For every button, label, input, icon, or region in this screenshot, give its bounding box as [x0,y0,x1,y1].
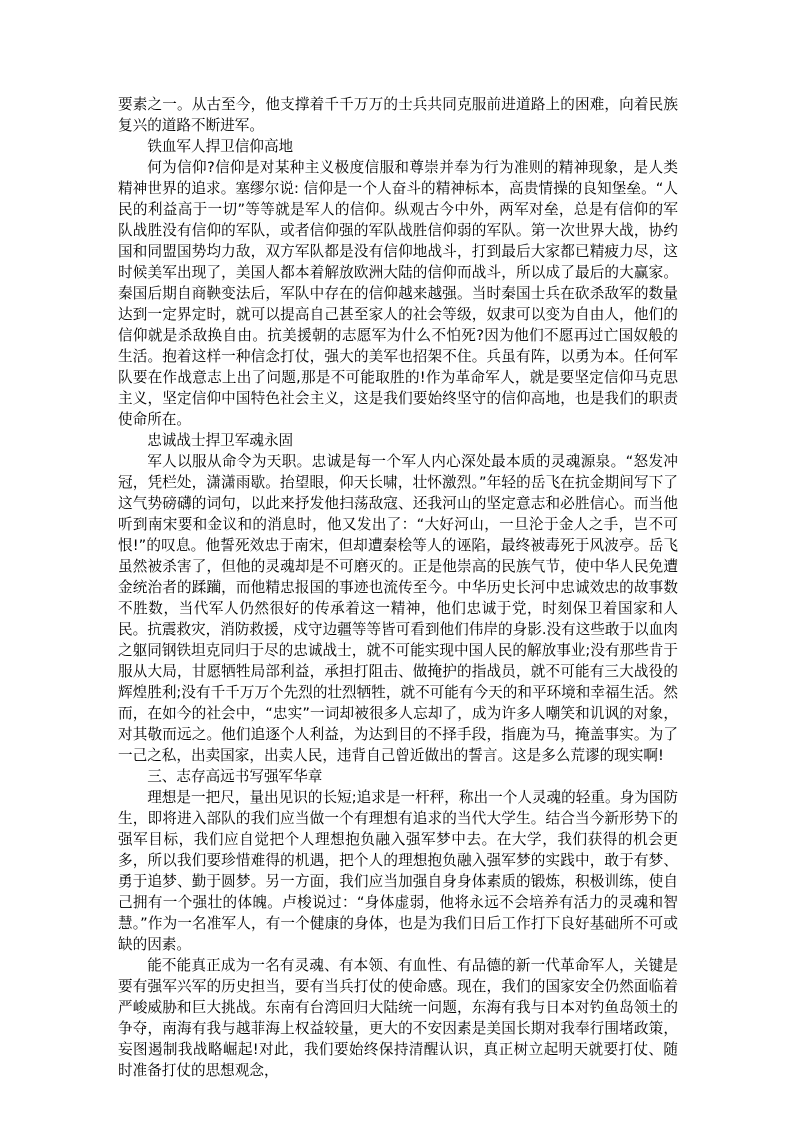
paragraph-ambition: 理想是一把尺，量出见识的长短;追求是一杆秤，称出一个人灵魂的轻重。身为国防生，即将进入部队的我们应当做一个有理想有追求的当代大学生。结合当今新形势下的强军目标，我们应自觉把个人理想抱负融入强军梦中去。在大学，我们获得的机会更多，所以我们要珍惜难得的机遇，把个人的理想抱负融入强军梦的实践中，敢于有梦、勇于追梦、勤于圆梦。另一方面，我们应当加强自身身体素质的锻炼，积极训练，使自己拥有一个强壮的体魄。卢梭说过：“身体虚弱，他将永远不会培养有活力的灵魂和智慧。”作为一名准军人，有一个健康的身体，也是为我们日后工作打下良好基础所不可或缺的因素。 [118,789,678,953]
document-page [118,94,678,1081]
section-heading-loyalty: 忠诚战士捍卫军魂永固 [147,432,294,449]
section-heading-faith: 铁血军人捍卫信仰高地 [147,138,294,155]
paragraph-continuation: 要素之一。从古至今，他支撑着千千万万的士兵共同克服前进道路上的困难，向着民族复兴的道路不断进军。 [118,96,678,134]
paragraph-loyalty: 军人以服从命令为天职。忠诚是每一个军人内心深处最本质的灵魂源泉。“怒发冲冠，凭栏处，潇潇雨歇。抬望眼，仰天长啸，壮怀激烈。”年轻的岳飞在抗金期间写下了这气势磅礴的词句，以此来抒发他扫荡敌寇、还我河山的坚定意志和必胜信心。而当他听到南宋要和金议和的消息时，他又发出了：“大好河山，一旦沦于金人之手，岂不可恨!”的叹息。他誓死效忠于南宋，但却遭秦桧等人的诬陷，最终被毒死于风波亭。岳飞虽然被杀害了，但他的灵魂却是不可磨灭的。正是他崇高的民族气节，使中华人民免遭金统治者的蹂躏，而他精忠报国的事迹也流传至今。中华历史长河中忠诚效忠的故事数不胜数，当代军人仍然很好的传承着这一精神，他们忠诚于党，时刻保卫着国家和人民。抗震救灾，消防救援，戍守边疆等等皆可看到他们伟岸的身影.没有这些敢于以血肉之躯同钢铁坦克同归于尽的忠诚战士，就不可能实现中国人民的解放事业;没有那些肯于服从大局，甘愿牺牲局部利益，承担打阻击、做掩护的指战员，就不可能有三大战役的辉煌胜利;没有千千万万个先烈的壮烈牺牲，就不可能有今天的和平环境和幸福生活。然而，在如今的社会中，“忠实”一词却被很多人忘却了，成为许多人嘲笑和讥讽的对象，对其敬而远之。他们追逐个人利益，为达到目的不择手段，指鹿为马，掩盖事实。为了一己之私，出卖国家，出卖人民，违背自己曾近做出的誓言。这是多么荒谬的现实啊! [118,453,678,764]
paragraph-mission: 能不能真正成为一名有灵魂、有本领、有血性、有品德的新一代革命军人，关键是要有强军兴军的历史担当，要有当兵打仗的使命感。现在，我们的国家安全仍然面临着严峻威胁和巨大挑战。东南有台湾回归大陆统一问题，东海有我与日本对钓鱼岛领土的争夺，南海有我与越菲海上权益较量，更大的不安因素是美国长期对我奉行围堵政策，妄图遏制我战略崛起!对此，我们要始终保持清醒认识，真正树立起明天就要打仗、随时准备打仗的思想观念， [118,957,678,1079]
paragraph-faith: 何为信仰?信仰是对某种主义极度信服和尊崇并奉为行为准则的精神现象，是人类精神世界的追求。塞缪尔说: 信仰是一个人奋斗的精神标本，高贵情操的良知堡垒。“人民的利益高于一切”等等就是军人的信仰。纵观古今中外，两军对垒，总是有信仰的军队战胜没有信仰的军队，或者信仰强的军队战胜信仰弱的军队。第一次世界大战，协约国和同盟国势均力敌，双方军队都是没有信仰地战斗，打到最后大家都已精疲力尽，这时候美军出现了，美国人都本着解放欧洲大陆的信仰而战斗，所以成了最后的大赢家。秦国后期自商鞅变法后，军队中存在的信仰越来越强。当时秦国士兵在砍杀敌军的数量达到一定界定时，就可以提高自己甚至家人的社会等级，奴隶可以变为自由人，他们的信仰就是杀敌换自由。抗美援朝的志愿军为什么不怕死?因为他们不愿再过亡国奴般的生活。抱着这样一种信念打仗，强大的美军也招架不住。兵虽有阵，以勇为本。任何军队要在作战意志上出了问题,那是不可能取胜的!作为革命军人，就是要坚定信仰马克思主义，坚定信仰中国特色社会主义，这是我们要始终坚守的信仰高地，也是我们的职责使命所在。 [118,159,678,428]
section-heading-ambition: 三、志存高远书写强军华章 [147,768,323,785]
